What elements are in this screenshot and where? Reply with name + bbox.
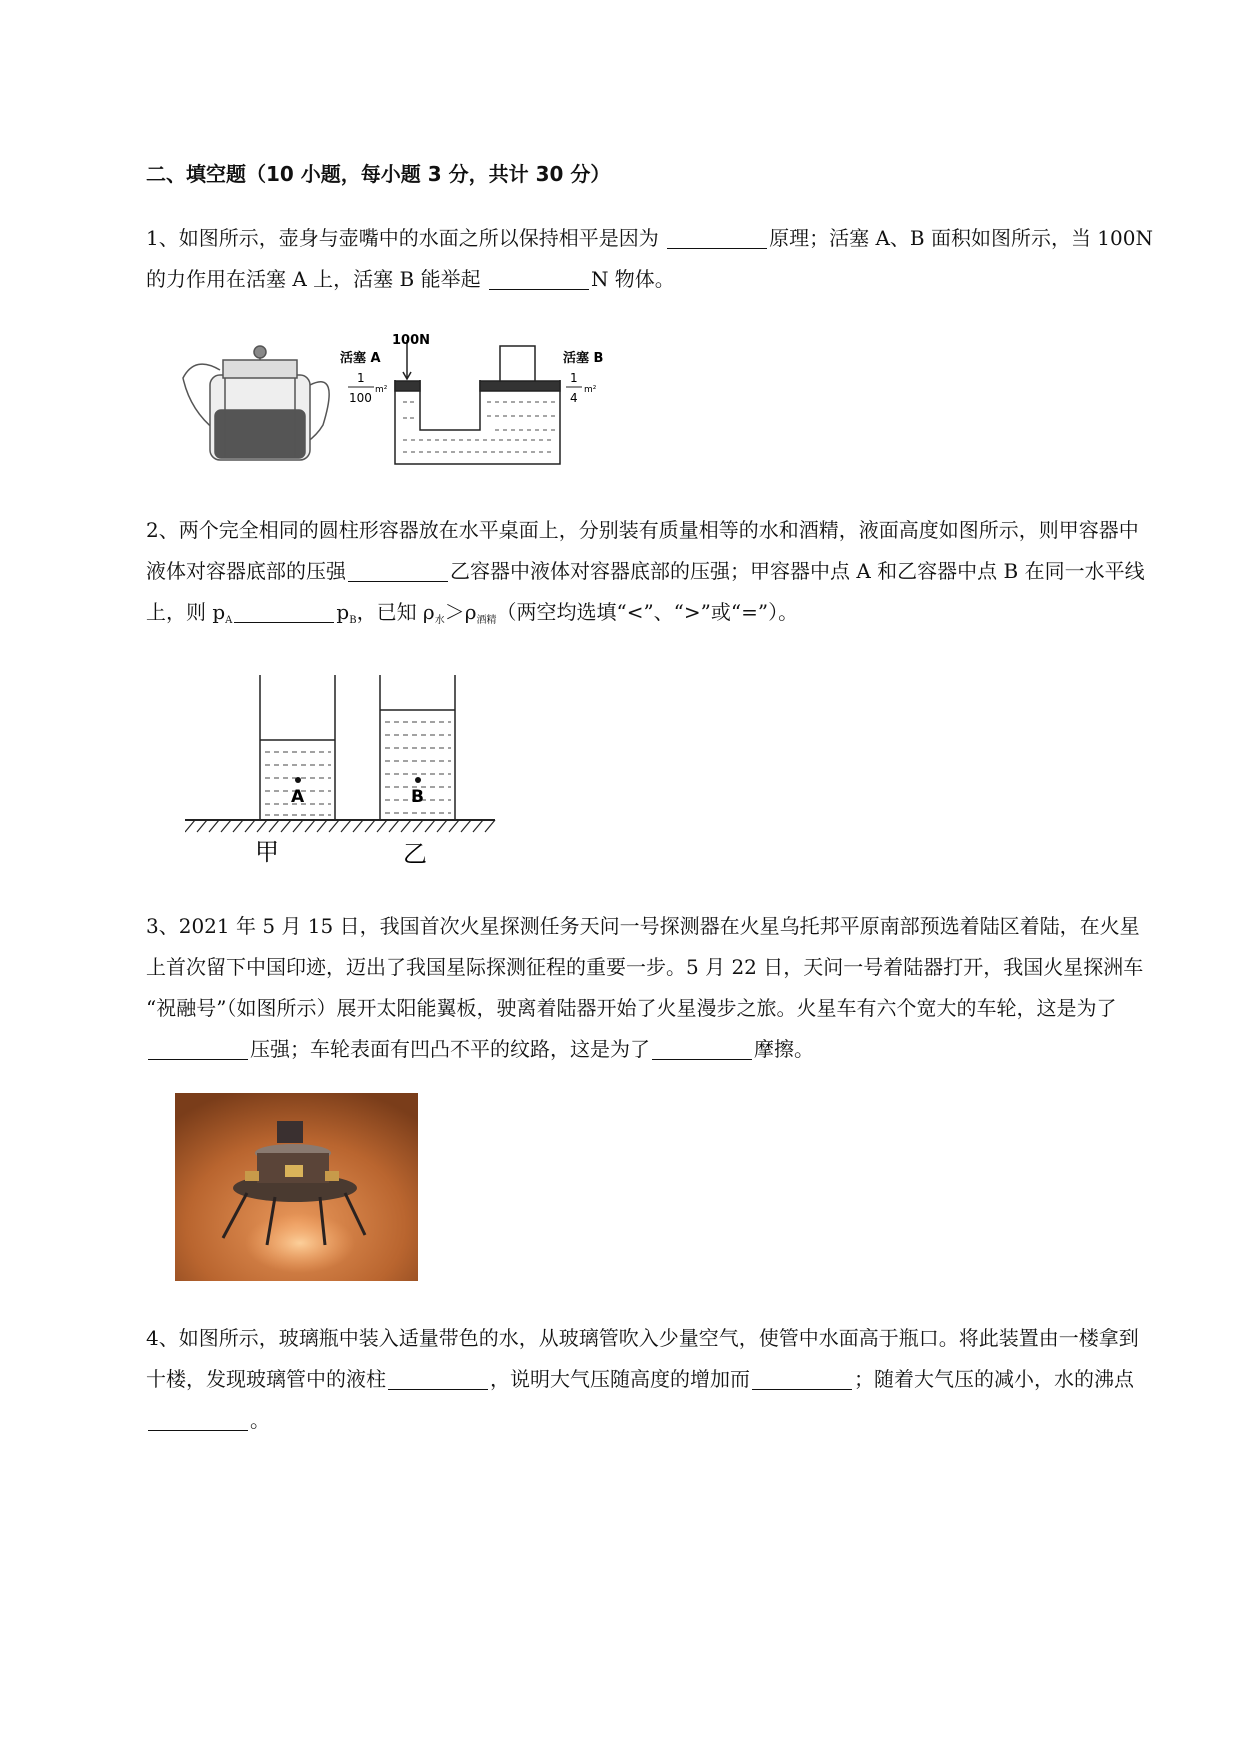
q3-text-3: 摩擦。 — [754, 1037, 814, 1061]
q2-text-2: 乙容器中液体对容器底部的压强；甲容器中点 A 和乙容器中点 B 在同一水平线上，则 p — [146, 559, 1145, 624]
section-title: 二、填空题（10 小题，每小题 3 分，共计 30 分） — [146, 162, 611, 186]
point-b-label: B — [411, 787, 424, 807]
hydraulic-press — [395, 340, 560, 464]
q2-text-5: ＞ρ — [444, 600, 477, 624]
question-1 — [146, 218, 1158, 300]
q2-text-3: p — [336, 600, 350, 624]
question-3 — [146, 906, 1158, 1070]
force-label: 100N — [392, 333, 431, 348]
q4-blank-1[interactable] — [388, 1367, 488, 1390]
label-jia: 甲 — [255, 838, 279, 866]
area-b-numerator: 1 — [570, 371, 578, 385]
q3-blank-1[interactable] — [148, 1037, 248, 1060]
q2-text-1: 2、两个完全相同的圆柱形容器放在水平桌面上，分别装有质量相等的水和酒精，液面高度如图所示，则甲容器中液体对容器底部的压强 — [146, 518, 1139, 583]
q4-text-3: ；随着大气压的减小，水的沸点 — [854, 1367, 1134, 1391]
q2-text-4: ，已知 ρ — [356, 600, 435, 624]
q2-sub-alcohol: 酒精 — [476, 615, 497, 626]
q1-text-2: 原理；活塞 A、B 面积如图所示，当 100N 的力作用在活塞 A 上，活塞 B 能举起 — [146, 226, 1153, 291]
q2-figure — [185, 670, 505, 870]
area-a-numerator: 1 — [357, 371, 365, 385]
q4-text-1: 4、如图所示，玻璃瓶中装入适量带色的水，从玻璃管吹入少量空气，使管中水面高于瓶口。将此装置由一楼拿到十楼，发现玻璃管中的液柱 — [146, 1326, 1139, 1391]
q3-text-1: 3、2021 年 5 月 15 日，我国首次火星探测任务天问一号探测器在火星乌托邦平原南部预选着陆区着陆，在火星上首次留下中国印迹，迈出了我国星际探测征程的重要一步。5 月 22 日，天问一号着陆器打开，我国火星探洲车 “祝融号”（如图所示）展开太阳能翼板，驶离着陆器开始了火星漫步之旅。火星车有六个宽大的车轮，这是为了 — [146, 914, 1144, 1020]
q4-blank-3[interactable] — [148, 1408, 248, 1431]
point-a-label: A — [291, 787, 305, 807]
q1-text-1: 1、如图所示，壶身与壶嘴中的水面之所以保持相平是因为 — [146, 226, 666, 250]
teapot-image — [183, 346, 329, 460]
question-2 — [146, 510, 1158, 641]
question-4 — [146, 1318, 1158, 1441]
area-a-denominator: 100 — [349, 391, 372, 405]
q4-text-4: 。 — [250, 1408, 270, 1432]
q1-figure — [175, 330, 615, 475]
area-b-unit: m² — [584, 385, 597, 395]
area-b-denominator: 4 — [570, 391, 578, 405]
q1-blank-1[interactable] — [667, 226, 767, 249]
area-a-unit: m² — [375, 385, 388, 395]
q1-text-3: N 物体。 — [590, 267, 675, 291]
q3-blank-2[interactable] — [652, 1037, 752, 1060]
q2-sub-water: 水 — [434, 615, 445, 626]
q3-text-2: 压强；车轮表面有凹凸不平的纹路，这是为了 — [250, 1037, 650, 1061]
q2-sub-a: A — [225, 615, 233, 626]
q1-blank-2[interactable] — [489, 267, 589, 290]
point-a-dot — [295, 777, 301, 783]
q4-text-2: ，说明大气压随高度的增加而 — [490, 1367, 750, 1391]
piston-b-label: 活塞 B — [563, 351, 604, 366]
piston-a-label: 活塞 A — [340, 351, 381, 366]
q4-blank-2[interactable] — [752, 1367, 852, 1390]
q2-sub-b: B — [349, 615, 357, 626]
point-b-dot — [415, 777, 421, 783]
mars-rover-photo — [175, 1093, 418, 1281]
q2-blank-2[interactable] — [234, 600, 334, 623]
q2-blank-1[interactable] — [348, 559, 448, 582]
label-yi: 乙 — [403, 840, 427, 868]
q2-text-6: （两空均选填“<”、“>”或“=”）。 — [496, 600, 799, 624]
